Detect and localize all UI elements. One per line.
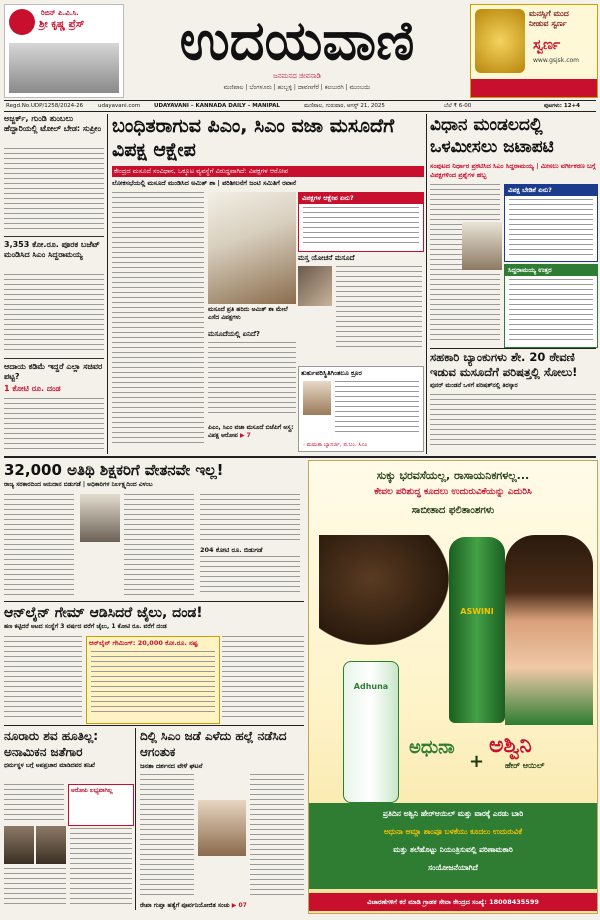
price-label: ಬೆಲೆ ₹ 6-00 [444, 103, 472, 109]
lead-quote2 [298, 366, 424, 452]
right-box2-body [509, 279, 593, 343]
ad-line3: ಸಾಬೀತಾದ ಫಲಿತಾಂಶಗಳು [411, 505, 495, 516]
bottom-left-sub: ಧರ್ಮಸ್ಥಳ ಬಗ್ಗೆ ಅಪಪ್ರಚಾರ ಮಾಡಿದವರ ತನಿಖೆ [4, 762, 95, 769]
lead-sub2: ಲೋಕಸಭೆಯಲ್ಲಿ ಮಸೂದೆ ಮಂಡಿಸಿದ ಅಮಿತ್ ಶಾ | ಪರಿಶೀಲನೆಗೆ ಜಂಟಿ ಸಮಿತಿಗೆ ರವಾನೆ [112, 179, 296, 187]
left-story3-title: ಆದಾಯ ಕಡಿಮೆ ಇದ್ದರೆ ಎಲ್ಲಾ ಸಚಿವರ ಪಟ್ಟ? [4, 362, 103, 381]
games-headline: ಆನ್‌ಲೈನ್ ಗೇಮ್ ಆಡಿಸಿದರೆ ಜೈಲು, ದಂಡ! [4, 605, 203, 621]
lead-headline: ಬಂಧಿತರಾಗುವ ಪಿಎಂ, ಸಿಎಂ ವಜಾ ಮಸೂದೆಗೆ ವಿಪಕ್ಷ ಆಕ್ಷೇಪ [112, 115, 395, 161]
bottom-middle-sub: ಜನತಾ ದರ್ಶನದ ವೇಳೆ ಘಟನೆ [140, 762, 203, 770]
bottom-middle-body-1 [140, 774, 194, 900]
teachers-body-2 [124, 494, 194, 598]
ad-product2-kn: ಅಶ್ವಿನಿ [489, 733, 532, 758]
ad-tagline1: ಪ್ರತಿದಿನ ಅಶ್ವಿನಿ ಹೇರ್‌ಆಯಿಲ್ ಮತ್ತು ವಾರಕ್ಕೆ ಎರಡು ಬಾರಿ [382, 809, 524, 818]
lead-body-1 [112, 192, 204, 448]
masthead-editions: ಮಣಿಪಾಲ | ಬೆಂಗಳೂರು | ಹುಬ್ಬಳ್ಳಿ | ದಾವಣಗೆರೆ | ಕಲಬುರಗಿ | ಮುಂಬಯಿ [223, 84, 371, 91]
aswini-bottle-image [449, 537, 505, 723]
lead-box-title: ವಿಪಕ್ಷಗಳ ಆಕ್ಷೇಪ ಏನು? [299, 193, 423, 204]
lead-sub1-text: ಕೇಂದ್ರದ ಮಸೂದೆ ಸಂವಿಧಾನ, ಒಕ್ಕೂಟ ವ್ಯವಸ್ಥೆಗೆ ವಿರುದ್ಧವಾಗಿದೆ: ವಿಪಕ್ಷಗಳ ಆರೋಪ [114, 167, 288, 175]
date-line: ಮಣಿಪಾಲ, ಗುರುವಾರ, ಆಗಸ್ಟ್ 21, 2025 [304, 103, 385, 109]
bottom-middle-caption [140, 902, 304, 910]
bank-headline: ಸಹಕಾರಿ ಬ್ಯಾಂಕುಗಳು ಶೇ. 20 ಠೇವಣಿ ಇಡುವ ಮಸೂದೆಗೆ ಪರಿಷತ್ತಲ್ಲಿ ಸೋಲು! [430, 350, 578, 379]
right-box-1 [504, 184, 598, 262]
goddess-figure-image [475, 9, 525, 73]
lead-quote-title: ಮಸ್ತ ಯೋಚನೆ ಮಸೂದೆ [298, 254, 355, 262]
bottom-middle-page-ref-number: 07 [238, 902, 247, 909]
left-ad-subtitle: ರಿಬಿನ್ ಪಿ.ವಿ.ಸಿ. [41, 9, 79, 17]
lead-quote2-author: - ಮಮತಾ ಬ್ಯಾನರ್ಜಿ, ಪ.ಬಂ. ಸಿಎಂ [303, 442, 368, 448]
horizontal-rule-2 [4, 601, 304, 602]
site-link[interactable]: udayavani.com [98, 103, 141, 109]
games-body-1 [4, 636, 82, 722]
bottom-middle-headline: ದಿಲ್ಲಿ ಸಿಎಂ ಜಡೆ ಎಳೆದು ಹಲ್ಲೆ ನಡೆಸಿದ ಆಗಂತುಕ [140, 729, 287, 759]
official-photo [80, 494, 120, 542]
lead-page-ref[interactable]: ▶ 7 [239, 432, 251, 439]
bottom-left-body-2 [70, 828, 132, 908]
teachers-sub: ರಾಜ್ಯ ಸರಕಾರದಿಂದ ಅನುದಾನ ಬಿಡುಗಡೆ | ಅಧಿಕಾರಿಗಳ ನಿರ್ಲಕ್ಷ್ಯದಿಂದ ವಿಳಂಬ [4, 481, 153, 488]
right-headline: ವಿಧಾನ ಮಂಡಲದಲ್ಲಿ ಒಳಮೀಸಲು ಜಟಾಪಟಿ [430, 115, 554, 157]
amit-shah-photo [208, 192, 296, 304]
lead-box [298, 192, 424, 252]
masthead-tagline: ಜನಮನದ ಜೀವನಾಡಿ [273, 72, 321, 80]
lead-page-ref-number: 7 [246, 432, 251, 439]
left-divider-2 [4, 358, 104, 359]
lead-bottom-caption [208, 424, 296, 440]
left-story2-title: 3,353 ಕೋ.ರೂ. ಪೂರಕ ಬಜೆಟ್ ಮಂಡಿಸಿದ ಸಿಎಂ ಸಿದ್ದರಾಮಯ್ಯ [4, 240, 100, 259]
right-ad-strip [471, 79, 597, 97]
column-rule-right [426, 114, 427, 454]
ad-tagline-box [309, 803, 597, 889]
bank-body [430, 394, 596, 450]
right-box1-body [509, 199, 593, 257]
bottom-middle-caption-text: ರೇಖಾ ಗುಪ್ತಾ ಹತ್ಯೆಗೆ ಪೂರ್ವನಿಯೋಜಿತ ಸಂಚು [140, 902, 230, 909]
teachers-body-1 [4, 494, 74, 598]
left-story2-body [4, 274, 104, 354]
games-box-body [91, 651, 215, 719]
rahul-gandhi-photo [298, 266, 332, 306]
games-box-title: ಆನ್‌ಲೈನ್ ಗೇಮಿಂಗ್: 20,000 ಕೋ.ರೂ. ನಷ್ಟ [89, 639, 198, 647]
horizontal-rule-1 [4, 456, 596, 458]
right-ad-box [470, 4, 598, 98]
right-ad-url: www.gsjsk.com [533, 57, 580, 64]
teachers-body-3 [200, 494, 300, 544]
hair-comb-image [319, 535, 449, 645]
aswini-bottle-label: ASWINI [460, 607, 494, 616]
siddaramaiah-photo [462, 222, 502, 270]
right-box1-title: ವಿಪಕ್ಷ ಬೇಡಿಕೆ ಏನು? [505, 185, 597, 196]
lead-quote-body [336, 266, 422, 356]
lead-side-title: ಮಸೂದೆಯಲ್ಲಿ ಏನಿದೆ? [208, 330, 260, 338]
right-box2-title: ಸಿದ್ದರಾಮಯ್ಯ ಉತ್ತರ [505, 265, 597, 276]
right-box-2 [504, 264, 598, 348]
bottom-middle-body-2 [250, 774, 304, 900]
woman-model-image [505, 535, 593, 725]
lead-side-box [208, 330, 296, 420]
adhuna-bottle-label: Adhuna [353, 682, 389, 691]
bottom-left-box [68, 784, 134, 826]
lead-sub1 [112, 166, 424, 177]
pages-label: ಪುಟಗಳು: 12+4 [544, 103, 580, 109]
games-box [86, 636, 220, 724]
ad-tagline3: ಮತ್ತು ತಲೆಹೊಟ್ಟು ನಿಯಂತ್ರಿಸುವಲ್ಲಿ ಪರಿಣಾಮಕಾರಿ [393, 845, 513, 854]
left-story3-bold: 1 ಕೋಟಿ ರೂ. ದಂಡ [4, 384, 61, 393]
ad-helpline: ವಿಚಾರಣೆಗಳಿಗೆ ಕರೆ ಮಾಡಿ ಗ್ರಾಹಕ ಸೇವಾ ಕೇಂದ್ರದ ಸಂಖ್ಯೆ: 18008435599 [309, 893, 597, 911]
right-sub: ಸಂಪುಟದ ನಿರ್ಧಾರ ಪ್ರಕಟಿಸಿದ ಸಿಎಂ ಸಿದ್ದರಾಮಯ್ಯ | ಮೀಸಲು ವರ್ಗೀಕರಣ ಬಗ್ಗೆ ವಿಪಕ್ಷಗಳಿಂದ ಪ್ರಶ್ನೆಗಳ ಹಬ್ಬ [430, 162, 596, 179]
right-ad-line2: ನೀಡುವ ಸ್ವರ್ಣ [529, 19, 567, 28]
games-body-2 [222, 636, 304, 722]
ad-product2-sub: ಹೇರ್ ಆಯಿಲ್ [505, 761, 545, 770]
left-ad-box [4, 4, 124, 98]
lead-quote2-title: ತುರ್ತುಪರಿಸ್ಥಿತಿಗಿಂತಲೂ ಕ್ರೂರ [301, 369, 362, 377]
accused-photo-1 [4, 826, 34, 864]
ad-line1: ಸುಕ್ಕು ಭರವಸೆಯಲ್ಲ, ರಾಸಾಯನಿಕಗಳಲ್ಲ... [376, 469, 530, 482]
lead-side-body [208, 342, 296, 418]
bank-divider [430, 348, 596, 349]
horizontal-rule-3 [4, 725, 304, 726]
left-column [4, 114, 104, 454]
lead-right-block [298, 254, 422, 364]
right-ad-brand: ಸ್ವರ್ಣ [533, 37, 561, 53]
ad-tagline4: ಸಂಯೋಜನೆಯಾಗಿದೆ [428, 863, 478, 872]
ad-tagline2: ಅಧುನಾ ಆಮ್ಲಾ ಶಾಂಪೂ ಬಳಕೆಯು ಕೂದಲು ಉದುರುವಿಕೆ [383, 827, 523, 836]
ad-plus: + [469, 751, 485, 772]
bank-sub: ಪುನರ್ ಮಂಡನೆ ಒಳಗೆ ಪರಿಷತ್‌ನಲ್ಲಿ ತಿರಸ್ಕಾರ [430, 382, 518, 389]
ad-product1-kn: ಅಧುನಾ [409, 737, 455, 758]
column-rule-left [107, 114, 108, 454]
masthead-title: ಉದಯವಾಣಿ [179, 8, 415, 72]
left-story1-body [4, 148, 104, 234]
bottom-middle-page-ref[interactable]: ▶ 07 [231, 902, 247, 909]
left-divider-1 [4, 236, 104, 237]
right-ad-line1: ಮನಸ್ಸಿಗೆ ಮುದ [529, 9, 569, 18]
hair-oil-ad [308, 460, 598, 914]
krishna-logo-icon [9, 9, 35, 35]
teachers-stat: 204 ಕೋಟಿ ರೂ. ಬಿಡುಗಡೆ [200, 546, 263, 554]
rekha-gupta-photo [198, 800, 246, 856]
teachers-body-4 [200, 556, 300, 598]
left-ad-title: ಶ್ರೀ ಕೃಷ್ಣ ಪ್ರೆಸ್ [39, 19, 85, 30]
lead-bottom-caption-text: ಪಿಎಂ, ಸಿಎಂ ವಜಾ ಮಸೂದೆ ಬಿಜೆಪಿಗೆ ಅಸ್ತ್ರ: ವಿಪಕ್ಷ ಆರೋಪ [208, 424, 294, 439]
left-story3-body [4, 398, 104, 454]
info-strip [4, 100, 596, 112]
edition-name: UDAYAVANI – KANNADA DAILY – MANIPAL [154, 103, 280, 109]
ad-line2: ಕೇವಲ ಪರಿಶುದ್ಧ ಕೂದಲು ಉದುರುವಿಕೆಯನ್ನು ಎದುರಿಸಿ [374, 487, 532, 497]
mamata-photo [303, 381, 331, 415]
bottom-left-body-3 [4, 868, 66, 908]
adhuna-bottle-image [343, 661, 399, 803]
games-sub: ಹಣ ಕಟ್ಟಿದರೆ ಆಟದ ಸಂಸ್ಥೆಗೆ 3 ವರ್ಷದ ವರೆಗೆ ಜೈಲು, 1 ಕೋಟಿ ರೂ. ವರೆಗೆ ದಂಡ [4, 623, 167, 630]
left-story1-title: ಅಜ್ಜರ್ಕ್, ಗುಂಡಿ ತುಂಬಲು ಹೆದ್ದಾರಿಯಲ್ಲಿ ಟೋಲ್ ಬೇಡ: ಸುಪ್ರೀಂ [4, 114, 102, 133]
bottom-left-box-title: ಅರೋಪಿ ಲಭ್ಯವಾಗಿಲ್ಲ [71, 787, 113, 794]
lead-box-body [303, 207, 419, 247]
teachers-headline: 32,000 ಅತಿಥಿ ಶಿಕ್ಷಕರಿಗೆ ವೇತನವೇ ಇಲ್ಲ! [4, 461, 224, 479]
reg-number: Regd.No.UDP/1258/2024-26 [6, 103, 84, 109]
bottom-left-headline: ನೂರಾರು ಶವ ಹೂತಿಲ್ಲ: ಅನಾಮಿಕನ ಜತೆಗಾರ [4, 729, 99, 759]
accused-photo-2 [36, 826, 66, 864]
column-rule-bottom [135, 728, 136, 910]
lead-photo-caption: ಮಸೂದೆ ಪ್ರತಿ ಹರಿದು ಅಮಿತ್ ಶಾ ಮೇಲೆ ಎಸೆದ ವಿಪಕ್ಷಗಳು [208, 306, 288, 321]
lead-quote2-body [335, 381, 419, 437]
bottom-left-body-1 [4, 784, 64, 824]
left-ad-image [9, 43, 119, 93]
